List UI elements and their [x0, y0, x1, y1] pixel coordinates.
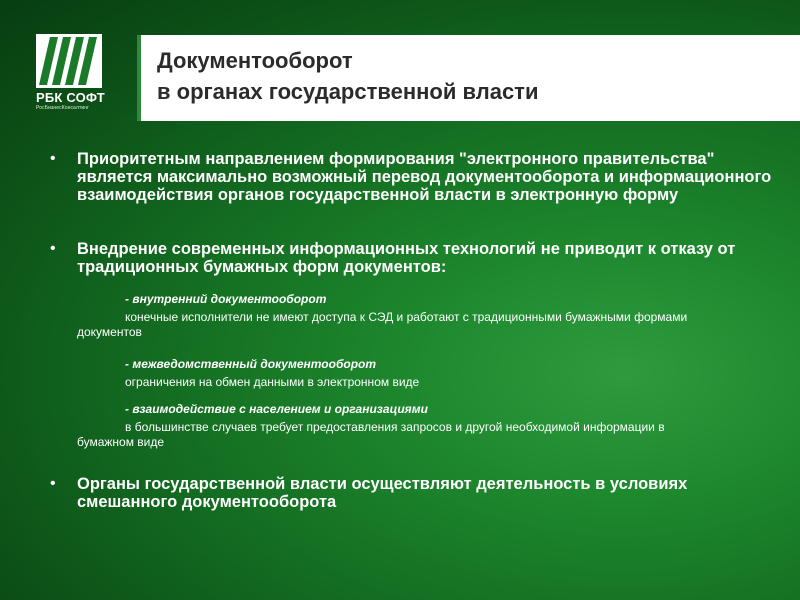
logo-brand: РБК СОФТ: [36, 90, 105, 105]
subitem-3-text: в большинстве случаев требует предоставления запросов и другой необходимой информации в бумажном виде: [77, 420, 665, 449]
bullet-2-text: Внедрение современных информационных технологий не приводит к отказу от традиционных бумажных форм документов:: [77, 240, 736, 276]
subitem-2-text: ограничения на обмен данными в электронном виде: [125, 375, 420, 389]
page-title-line2: в органах государственной власти: [157, 79, 539, 104]
page-title-line1: Документооборот: [157, 48, 353, 73]
subitem-1-heading: - внутренний документооборот: [125, 292, 327, 306]
bullet-3-text: Органы государственной власти осуществляют деятельность в условиях смешанного документооборота: [77, 475, 688, 511]
bullet-marker: •: [50, 240, 56, 257]
subitem-1-text: конечные исполнители не имеют доступа к СЭД и работают с традиционными бумажными формами документов: [77, 310, 688, 339]
bullet-marker: •: [50, 475, 56, 492]
bullet-1-text: Приоритетным направлением формирования "электронного правительства" является максимально возможный перевод документооборота и информационного взаимодействия органов государственной власти в электронную форму: [77, 150, 772, 204]
bullet-marker: •: [50, 150, 56, 167]
subitem-2-heading: - межведомственный документооборот: [125, 357, 377, 371]
subitem-3-heading: - взаимодействие с населением и организациями: [125, 402, 428, 416]
logo-tagline: РосБизнесКонсалтинг: [36, 105, 90, 111]
